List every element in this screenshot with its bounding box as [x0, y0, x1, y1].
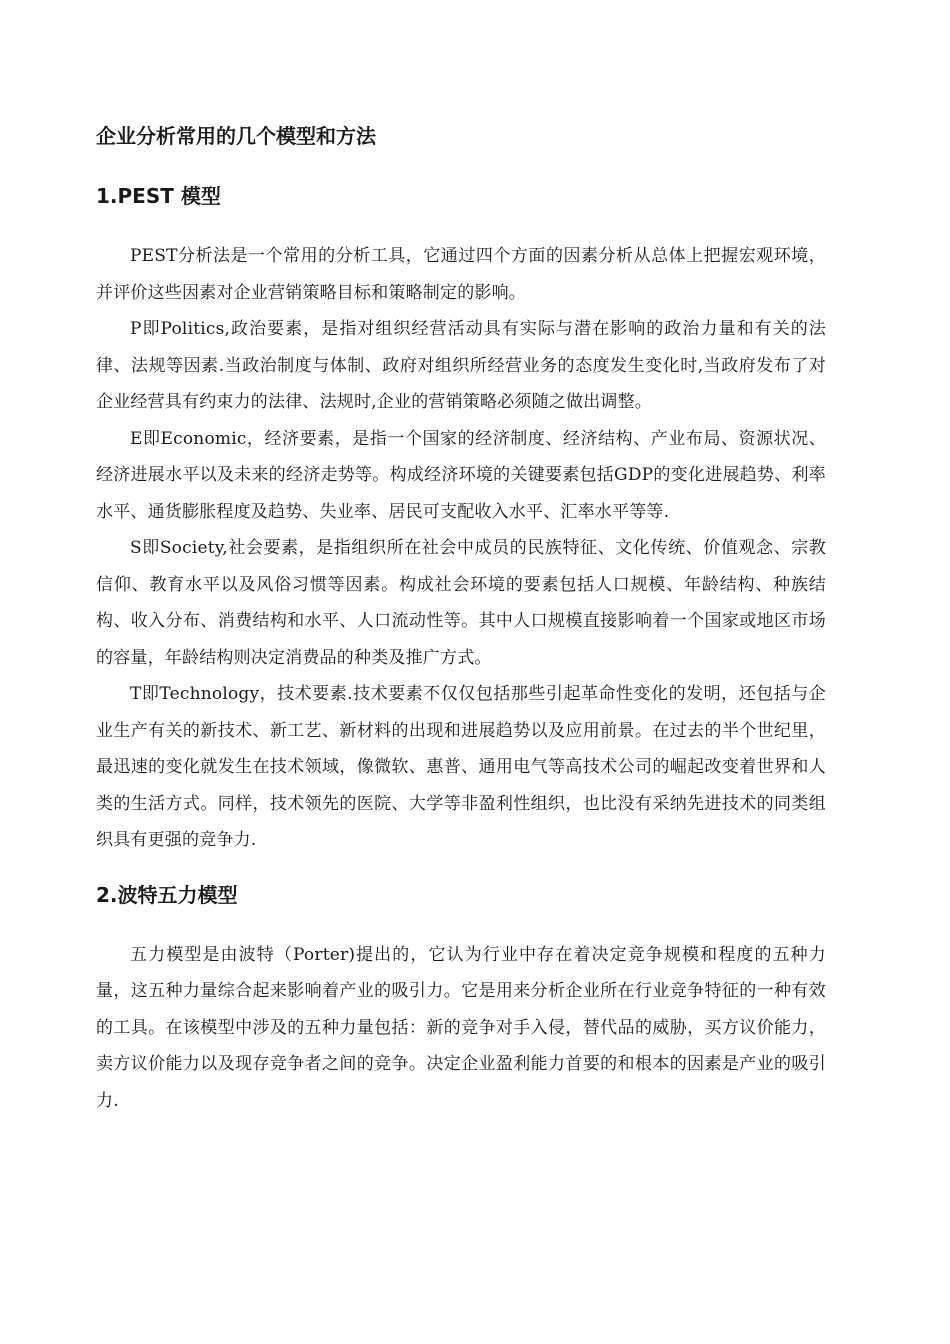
section-spacer	[96, 859, 826, 877]
document-body	[96, 118, 826, 1119]
document-title: 企业分析常用的几个模型和方法	[96, 124, 376, 148]
paragraph: T即Technology，技术要素.技术要素不仅仅包括那些引起革命性变化的发明，还包括与企业生产有关的新技术、新工艺、新材料的出现和进展趋势以及应用前景。在过去的半个世纪里，最迅速的变化就发生在技术领域，像微软、惠普、通用电气等高技术公司的崛起改变着世界和人类的生活方式。同样，技术领先的医院、大学等非盈利性组织，也比没有采纳先进技术的同类组织具有更强的竞争力.	[96, 684, 826, 850]
paragraph: S即Society,社会要素，是指组织所在社会中成员的民族特征、文化传统、价值观念、宗教信仰、教育水平以及风俗习惯等因素。构成社会环境的要素包括人口规模、年龄结构、种族结构、收入分布、消费结构和水平、人口流动性等。其中人口规模直接影响着一个国家或地区市场的容量，年龄结构则决定消费品的种类及推广方式。	[96, 538, 826, 668]
section-heading-pest: 1.PEST 模型	[96, 184, 221, 208]
paragraph: P即Politics,政治要素，是指对组织经营活动具有实际与潜在影响的政治力量和有关的法律、法规等因素.当政治制度与体制、政府对组织所经营业务的态度发生变化时,当政府发布了对企业经营具有约束力的法律、法规时,企业的营销策略必须随之做出调整。	[96, 319, 826, 412]
paragraph: E即Economic，经济要素，是指一个国家的经济制度、经济结构、产业布局、资源状况、经济进展水平以及未来的经济走势等。构成经济环境的关键要素包括GDP的变化进展趋势、利率水平、通货膨胀程度及趋势、失业率、居民可支配收入水平、汇率水平等等.	[96, 428, 826, 522]
paragraph: PEST分析法是一个常用的分析工具，它通过四个方面的因素分析从总体上把握宏观环境，并评价这些因素对企业营销策略目标和策略制定的影响。	[96, 246, 826, 303]
section-heading-porter: 2.波特五力模型	[96, 882, 238, 907]
paragraph: 五力模型是由波特（Porter)提出的，它认为行业中存在着决定竞争规模和程度的五种力量，这五种力量综合起来影响着产业的吸引力。它是用来分析企业所在行业竞争特征的一种有效的工具。在该模型中涉及的五种力量包括：新的竞争对手入侵，替代品的威胁，买方议价能力，卖方议价能力以及现存竞争者之间的竞争。决定企业盈利能力首要的和根本的因素是产业的吸引力.	[96, 944, 826, 1111]
